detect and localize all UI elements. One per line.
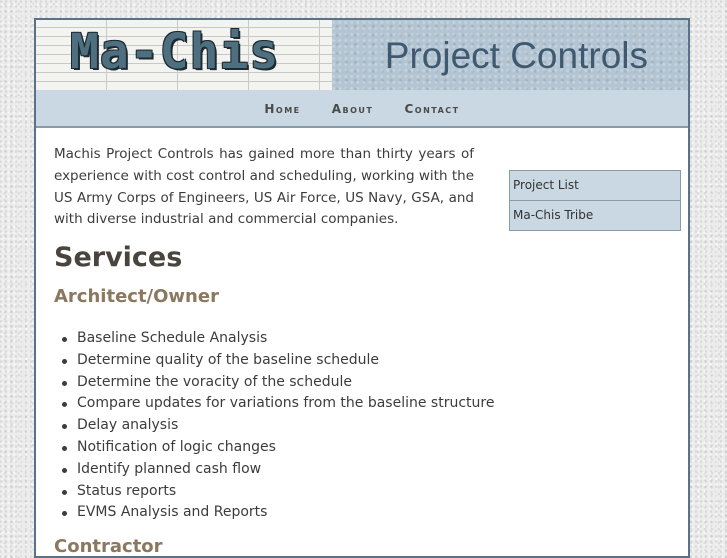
list-item: Determine quality of the baseline schedule bbox=[77, 350, 494, 372]
list-item: Determine the voracity of the schedule bbox=[77, 372, 494, 394]
architect-owner-heading: Architect/Owner bbox=[54, 286, 219, 307]
list-item: Delay analysis bbox=[77, 415, 494, 437]
contractor-heading: Contractor bbox=[54, 536, 163, 557]
intro-paragraph: Machis Project Controls has gained more than thirty years of experience with cost control and scheduling, working with the US Army Corps of Engineers, US Air Force, US Navy, GSA, and with diverse industrial and commercial companies. bbox=[54, 146, 474, 228]
list-item: Status reports bbox=[77, 481, 494, 503]
sidebar-menu bbox=[509, 170, 681, 231]
nav-contact-link[interactable]: Contact bbox=[404, 102, 460, 116]
site-tagline: Project Controls bbox=[384, 35, 648, 76]
header-banner bbox=[36, 20, 688, 90]
list-item: Baseline Schedule Analysis bbox=[77, 328, 494, 350]
nav-home-link[interactable]: Home bbox=[264, 102, 301, 116]
site-logo[interactable]: Ma-Chis bbox=[70, 24, 280, 80]
services-heading: Services bbox=[54, 242, 183, 273]
main-nav bbox=[36, 90, 688, 128]
list-item: Compare updates for variations from the baseline structure bbox=[77, 393, 494, 415]
list-item: EVMS Analysis and Reports bbox=[77, 502, 494, 524]
page-container bbox=[34, 18, 690, 558]
list-item: Identify planned cash flow bbox=[77, 459, 494, 481]
list-item: Notification of logic changes bbox=[77, 437, 494, 459]
sidebar-item-project-list[interactable]: Project List bbox=[510, 171, 680, 200]
sidebar-item-ma-chis-tribe[interactable]: Ma-Chis Tribe bbox=[510, 200, 680, 230]
services-list bbox=[54, 328, 494, 524]
nav-about-link[interactable]: About bbox=[331, 102, 374, 116]
